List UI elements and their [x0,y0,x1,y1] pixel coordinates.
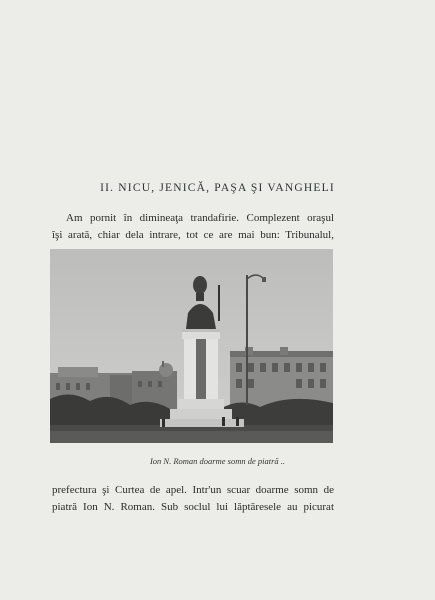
paragraph-line: prefectura şi Curtea de apel. Intr'un scuar doarme somn de [52,484,334,496]
photo-caption: Ion N. Roman doarme somn de piatră .. [149,456,286,466]
paragraph-line: Am pornit în dimineaţa trandafirie. Complezent oraşul [66,212,334,224]
monument-photo-image [50,249,333,443]
monument-photo [50,249,333,443]
paragraph-continued [52,482,334,516]
chapter-title: II. NICU, JENICĂ, PAŞA ŞI VANGHELI [100,182,335,194]
bleed-through-text [150,66,290,74]
paragraph-line: piatră Ion N. Roman. Sub soclul lui lăptăresele au picurat [52,501,334,513]
paragraph-intro [52,210,334,244]
paragraph-line: îşi arată, chiar dela intrare, tot ce are mai bun: Tribunalul, [52,229,334,241]
